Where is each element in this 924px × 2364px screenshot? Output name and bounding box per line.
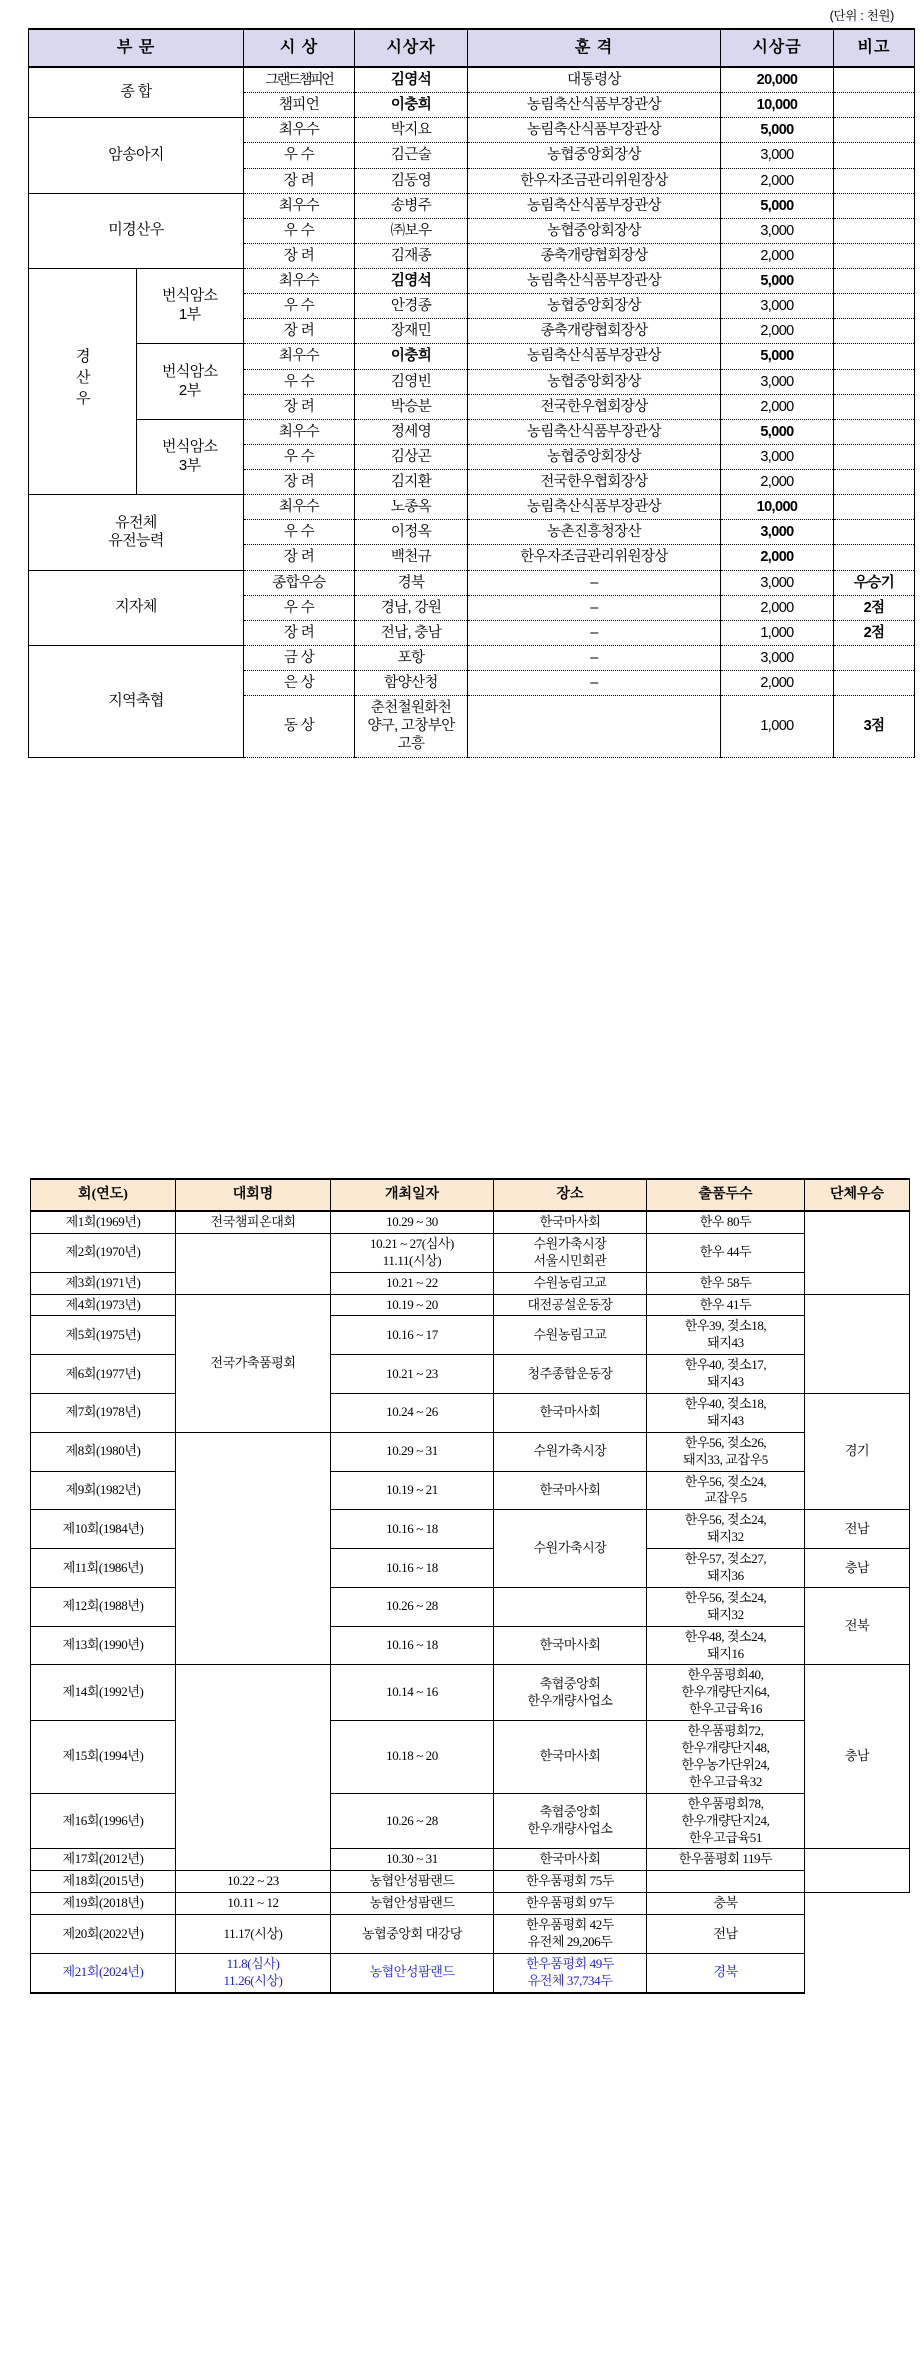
amount-cell: 2,000: [721, 243, 834, 268]
col-header-date: 개최일자: [331, 1179, 494, 1211]
table-row: [31, 1915, 910, 1954]
edition-cell: 제12회(1988년): [31, 1587, 176, 1626]
table-row: [31, 1793, 910, 1849]
date-cell: 10.11 ~ 12: [176, 1893, 331, 1915]
remarks-cell: [834, 520, 915, 545]
entries-cell: 한우 41두: [647, 1294, 805, 1316]
team-winner-cell: [805, 1211, 910, 1294]
amount-cell: 2,000: [721, 168, 834, 193]
section-label-vertical: [29, 269, 137, 495]
honor-cell: –: [468, 570, 721, 595]
remarks-cell: [834, 545, 915, 570]
winner-cell: 이정옥: [355, 520, 468, 545]
winner-cell: 춘천철원화천 양구, 고창부안 고흥: [355, 696, 468, 757]
table-row: [31, 1471, 910, 1510]
amount-cell: 5,000: [721, 269, 834, 294]
honor-cell: 농촌진흥청장산: [468, 520, 721, 545]
edition-cell: 제20회(2022년): [31, 1915, 176, 1954]
edition-cell: 제19회(2018년): [31, 1893, 176, 1915]
entries-cell: 한우39, 젖소18, 돼지43: [647, 1316, 805, 1355]
place-cell: [494, 1587, 647, 1626]
history-table: [30, 1178, 910, 1994]
date-cell: 11.17(시상): [176, 1915, 331, 1954]
winner-cell: 전남, 충남: [355, 620, 468, 645]
table-row: [29, 645, 915, 670]
event-name-cell: 전국가축품평회: [176, 1294, 331, 1432]
entries-cell: 한우품평회78, 한우개량단지24, 한우고급육51: [647, 1793, 805, 1849]
honor-cell: [468, 696, 721, 757]
date-cell: 10.19 ~ 20: [331, 1294, 494, 1316]
date-cell: 10.21 ~ 23: [331, 1355, 494, 1394]
remarks-cell: [834, 671, 915, 696]
table-row: [31, 1871, 910, 1893]
winner-cell: 김상곤: [355, 444, 468, 469]
prize-cell: 최우수: [244, 419, 355, 444]
team-winner-cell: [805, 1849, 910, 1893]
amount-cell: 2,000: [721, 595, 834, 620]
winner-cell: 김영빈: [355, 369, 468, 394]
date-cell: 10.29 ~ 30: [331, 1211, 494, 1233]
winner-cell: 노종옥: [355, 495, 468, 520]
remarks-cell: [834, 243, 915, 268]
remarks-cell: [834, 269, 915, 294]
table-header-row: [29, 29, 915, 67]
entries-cell: 한우56, 젖소26, 돼지33, 교잡우5: [647, 1432, 805, 1471]
place-cell: 한국마사회: [494, 1394, 647, 1433]
entries-cell: 한우품평회 119두: [647, 1849, 805, 1871]
place-cell: 한국마사회: [494, 1471, 647, 1510]
entries-cell: 한우48, 젖소24, 돼지16: [647, 1626, 805, 1665]
amount-cell: 3,000: [721, 143, 834, 168]
entries-cell: 한우56, 젖소24, 돼지32: [647, 1510, 805, 1549]
prize-cell: 장 려: [244, 243, 355, 268]
remarks-cell: 3점: [834, 696, 915, 757]
winner-cell: 박지요: [355, 118, 468, 143]
team-winner-cell: 경북: [647, 1953, 805, 1992]
place-cell: 농협안성팜랜드: [331, 1871, 494, 1893]
remarks-cell: [834, 344, 915, 369]
honor-cell: –: [468, 620, 721, 645]
prize-cell: 최우수: [244, 495, 355, 520]
edition-cell: 제16회(1996년): [31, 1793, 176, 1849]
edition-cell: 제8회(1980년): [31, 1432, 176, 1471]
honor-cell: 전국한우협회장상: [468, 394, 721, 419]
section-label: 종 합: [29, 67, 244, 118]
entries-cell: 한우 44두: [647, 1233, 805, 1272]
history-table-body: [31, 1211, 910, 1993]
amount-cell: 5,000: [721, 193, 834, 218]
place-cell: 수원가축시장: [494, 1510, 647, 1588]
date-cell: 10.29 ~ 31: [331, 1432, 494, 1471]
amount-cell: 3,000: [721, 520, 834, 545]
winner-cell: 김재종: [355, 243, 468, 268]
date-cell: 10.14 ~ 16: [331, 1665, 494, 1721]
honor-cell: –: [468, 595, 721, 620]
honor-cell: 전국한우협회장상: [468, 470, 721, 495]
edition-cell: 제7회(1978년): [31, 1394, 176, 1433]
table-row: [31, 1587, 910, 1626]
winner-cell: 포항: [355, 645, 468, 670]
date-cell: 10.30 ~ 31: [331, 1849, 494, 1871]
honor-cell: 농림축산식품부장관상: [468, 344, 721, 369]
amount-cell: 3,000: [721, 218, 834, 243]
honor-cell: 농협중앙회장상: [468, 369, 721, 394]
col-header-honor: 훈 격: [468, 29, 721, 67]
entries-cell: 한우품평회40, 한우개량단지64, 한우고급육16: [647, 1665, 805, 1721]
prize-cell: 장 려: [244, 470, 355, 495]
prize-cell: 종합우승: [244, 570, 355, 595]
entries-cell: 한우품평회 75두: [494, 1871, 647, 1893]
remarks-cell: [834, 444, 915, 469]
col-header-prize: 시 상: [244, 29, 355, 67]
remarks-cell: [834, 319, 915, 344]
amount-cell: 5,000: [721, 118, 834, 143]
remarks-cell: [834, 645, 915, 670]
prize-cell: 장 려: [244, 620, 355, 645]
winner-cell: ㈜보우: [355, 218, 468, 243]
edition-cell: 제9회(1982년): [31, 1471, 176, 1510]
date-cell: 10.22 ~ 23: [176, 1871, 331, 1893]
table-row: [29, 344, 915, 369]
place-cell: 한국마사회: [494, 1721, 647, 1794]
honor-cell: 농림축산식품부장관상: [468, 93, 721, 118]
amount-cell: 3,000: [721, 444, 834, 469]
event-name-cell: [176, 1432, 331, 1665]
entries-cell: 한우 58두: [647, 1272, 805, 1294]
edition-cell: 제2회(1970년): [31, 1233, 176, 1272]
date-cell: 10.16 ~ 18: [331, 1510, 494, 1549]
section-label: 지역축협: [29, 645, 244, 757]
edition-cell: 제18회(2015년): [31, 1871, 176, 1893]
table-row: [31, 1953, 910, 1992]
honor-cell: 한우자조금관리위원장상: [468, 168, 721, 193]
table-row: [31, 1233, 910, 1272]
place-cell: 한국마사회: [494, 1211, 647, 1233]
amount-cell: 10,000: [721, 495, 834, 520]
place-cell: 수원농림고교: [494, 1316, 647, 1355]
col-header-remarks: 비고: [834, 29, 915, 67]
event-name-cell: [176, 1665, 331, 1871]
table-row: [31, 1294, 910, 1316]
prize-cell: 우 수: [244, 369, 355, 394]
remarks-cell: [834, 67, 915, 93]
honor-cell: 농림축산식품부장관상: [468, 419, 721, 444]
prize-cell: 장 려: [244, 168, 355, 193]
date-cell: 10.16 ~ 18: [331, 1626, 494, 1665]
unit-note: (단위 : 천원): [829, 9, 894, 23]
amount-cell: 1,000: [721, 696, 834, 757]
prize-cell: 우 수: [244, 444, 355, 469]
winner-cell: 송병주: [355, 193, 468, 218]
remarks-cell: [834, 218, 915, 243]
edition-cell: 제4회(1973년): [31, 1294, 176, 1316]
place-cell: 한국마사회: [494, 1626, 647, 1665]
date-cell: 10.18 ~ 20: [331, 1721, 494, 1794]
winner-cell: 김영석: [355, 269, 468, 294]
history-table-head: [31, 1179, 910, 1211]
table-row: [31, 1549, 910, 1588]
remarks-cell: [834, 193, 915, 218]
subsection-label: 번식암소 3부: [136, 419, 244, 494]
team-winner-cell: 전북: [805, 1587, 910, 1665]
edition-cell: 제11회(1986년): [31, 1549, 176, 1588]
entries-cell: 한우품평회72, 한우개량단지48, 한우농가단위24, 한우고급육32: [647, 1721, 805, 1794]
table-row: [29, 419, 915, 444]
entries-cell: 한우40, 젖소17, 돼지43: [647, 1355, 805, 1394]
prize-cell: 은 상: [244, 671, 355, 696]
honor-cell: 대통령상: [468, 67, 721, 93]
honor-cell: 농협중앙회장상: [468, 444, 721, 469]
table-row: [31, 1510, 910, 1549]
place-cell: 수원가축시장: [494, 1432, 647, 1471]
honor-cell: –: [468, 671, 721, 696]
amount-cell: 3,000: [721, 645, 834, 670]
table-row: [31, 1394, 910, 1433]
prize-cell: 장 려: [244, 545, 355, 570]
honor-cell: 농협중앙회장상: [468, 143, 721, 168]
history-table-section: [30, 1178, 896, 1994]
amount-cell: 3,000: [721, 570, 834, 595]
table-row: [31, 1893, 910, 1915]
honor-cell: 농림축산식품부장관상: [468, 269, 721, 294]
prize-cell: 금 상: [244, 645, 355, 670]
col-header-amount: 시상금: [721, 29, 834, 67]
table-row: [31, 1211, 910, 1233]
table-row: [29, 269, 915, 294]
prize-cell: 최우수: [244, 269, 355, 294]
edition-cell: 제14회(1992년): [31, 1665, 176, 1721]
event-name-cell: [176, 1233, 331, 1294]
prize-cell: 우 수: [244, 218, 355, 243]
remarks-cell: [834, 369, 915, 394]
entries-cell: 한우40, 젖소18, 돼지43: [647, 1394, 805, 1433]
edition-cell: 제5회(1975년): [31, 1316, 176, 1355]
remarks-cell: [834, 143, 915, 168]
col-header-edition: 회(연도): [31, 1179, 176, 1211]
amount-cell: 2,000: [721, 671, 834, 696]
winner-cell: 백천규: [355, 545, 468, 570]
table-row: [31, 1355, 910, 1394]
edition-cell: 제17회(2012년): [31, 1849, 176, 1871]
col-header-winner: 시상자: [355, 29, 468, 67]
date-cell: 10.26 ~ 28: [331, 1587, 494, 1626]
amount-cell: 2,000: [721, 319, 834, 344]
section-label: 지자체: [29, 570, 244, 645]
team-winner-cell: 충북: [647, 1893, 805, 1915]
remarks-cell: [834, 294, 915, 319]
place-cell: 농협중앙회 대강당: [331, 1915, 494, 1954]
table-row: [31, 1721, 910, 1794]
team-winner-cell: 전남: [805, 1510, 910, 1549]
date-cell: 10.21 ~ 22: [331, 1272, 494, 1294]
winner-cell: 김동영: [355, 168, 468, 193]
table-row: [29, 570, 915, 595]
remarks-cell: [834, 93, 915, 118]
table-row: [29, 495, 915, 520]
amount-cell: 3,000: [721, 294, 834, 319]
col-header-entries: 출품두수: [647, 1179, 805, 1211]
amount-cell: 20,000: [721, 67, 834, 93]
entries-cell: 한우품평회 42두 유전체 29,206두: [494, 1915, 647, 1954]
edition-cell: 제21회(2024년): [31, 1953, 176, 1992]
entries-cell: 한우56, 젖소24, 교잡우5: [647, 1471, 805, 1510]
honor-cell: 농림축산식품부장관상: [468, 495, 721, 520]
edition-cell: 제6회(1977년): [31, 1355, 176, 1394]
remarks-cell: 우승기: [834, 570, 915, 595]
table-row: [29, 193, 915, 218]
place-cell: 수원농림고교: [494, 1272, 647, 1294]
edition-cell: 제10회(1984년): [31, 1510, 176, 1549]
prize-cell: 동 상: [244, 696, 355, 757]
remarks-cell: [834, 470, 915, 495]
table-row: [29, 67, 915, 93]
winner-cell: 경남, 강원: [355, 595, 468, 620]
edition-cell: 제15회(1994년): [31, 1721, 176, 1794]
section-label: 유전체 유전능력: [29, 495, 244, 570]
table-row: [31, 1665, 910, 1721]
prize-cell: 장 려: [244, 394, 355, 419]
entries-cell: 한우57, 젖소27, 돼지36: [647, 1549, 805, 1588]
prize-cell: 챔피언: [244, 93, 355, 118]
edition-cell: 제3회(1971년): [31, 1272, 176, 1294]
honor-cell: 종축개량협회장상: [468, 319, 721, 344]
place-cell: 축협중앙회 한우개량사업소: [494, 1793, 647, 1849]
date-cell: 10.16 ~ 17: [331, 1316, 494, 1355]
subsection-label: 번식암소 1부: [136, 269, 244, 344]
winner-cell: 함양산청: [355, 671, 468, 696]
place-cell: 한국마사회: [494, 1849, 647, 1871]
col-header-event-name: 대회명: [176, 1179, 331, 1211]
prize-cell: 최우수: [244, 193, 355, 218]
team-winner-cell: 충남: [805, 1665, 910, 1849]
edition-cell: 제1회(1969년): [31, 1211, 176, 1233]
place-cell: 수원가축시장 서울시민회관: [494, 1233, 647, 1272]
honor-cell: –: [468, 645, 721, 670]
col-header-division: 부 문: [29, 29, 244, 67]
date-cell: 10.26 ~ 28: [331, 1793, 494, 1849]
amount-cell: 10,000: [721, 93, 834, 118]
remarks-cell: [834, 118, 915, 143]
prize-cell: 우 수: [244, 520, 355, 545]
winner-cell: 김영석: [355, 67, 468, 93]
table-row: [31, 1849, 910, 1871]
amount-cell: 5,000: [721, 419, 834, 444]
table-row: [31, 1432, 910, 1471]
subsection-label: 번식암소 2부: [136, 344, 244, 419]
col-header-team-winner: 단체우승: [805, 1179, 910, 1211]
table-header-row: [31, 1179, 910, 1211]
team-winner-cell: 경기: [805, 1394, 910, 1510]
prize-cell: 우 수: [244, 595, 355, 620]
section-label: 미경산우: [29, 193, 244, 268]
remarks-cell: 2점: [834, 620, 915, 645]
remarks-cell: [834, 419, 915, 444]
amount-cell: 1,000: [721, 620, 834, 645]
table-row: [31, 1316, 910, 1355]
date-cell: 10.24 ~ 26: [331, 1394, 494, 1433]
place-cell: 청주종합운동장: [494, 1355, 647, 1394]
award-table-section: [28, 0, 896, 758]
winner-cell: 김근술: [355, 143, 468, 168]
entries-cell: 한우품평회 49두 유전체 37,734두: [494, 1953, 647, 1992]
table-row: [31, 1626, 910, 1665]
prize-cell: 최우수: [244, 118, 355, 143]
prize-cell: 장 려: [244, 319, 355, 344]
winner-cell: 김지환: [355, 470, 468, 495]
honor-cell: 종축개량협회장상: [468, 243, 721, 268]
winner-cell: 경북: [355, 570, 468, 595]
honor-cell: 한우자조금관리위원장상: [468, 545, 721, 570]
entries-cell: 한우 80두: [647, 1211, 805, 1233]
winner-cell: 박승분: [355, 394, 468, 419]
team-winner-cell: 충남: [805, 1549, 910, 1588]
col-header-place: 장소: [494, 1179, 647, 1211]
winner-cell: 안경종: [355, 294, 468, 319]
place-cell: 농협안성팜랜드: [331, 1893, 494, 1915]
award-table-head: [29, 29, 915, 67]
prize-cell: 우 수: [244, 143, 355, 168]
table-row: [29, 118, 915, 143]
event-name-cell: 전국챔피온대회: [176, 1211, 331, 1233]
winner-cell: 이충희: [355, 344, 468, 369]
team-winner-cell: 전남: [647, 1915, 805, 1954]
winner-cell: 장재민: [355, 319, 468, 344]
award-table-body: [29, 67, 915, 757]
honor-cell: 농협중앙회장상: [468, 218, 721, 243]
winner-cell: 이충희: [355, 93, 468, 118]
honor-cell: 농협중앙회장상: [468, 294, 721, 319]
date-cell: 10.16 ~ 18: [331, 1549, 494, 1588]
place-cell: 축협중앙회 한우개량사업소: [494, 1665, 647, 1721]
place-cell: 대전공설운동장: [494, 1294, 647, 1316]
remarks-cell: [834, 495, 915, 520]
remarks-cell: 2점: [834, 595, 915, 620]
place-cell: 농협안성팜랜드: [331, 1953, 494, 1992]
amount-cell: 2,000: [721, 545, 834, 570]
amount-cell: 5,000: [721, 344, 834, 369]
honor-cell: 농림축산식품부장관상: [468, 193, 721, 218]
prize-cell: 우 수: [244, 294, 355, 319]
winner-cell: 정세영: [355, 419, 468, 444]
section-label: 암송아지: [29, 118, 244, 193]
entries-cell: 한우품평회 97두: [494, 1893, 647, 1915]
date-cell: 10.21 ~ 27(심사) 11.11(시상): [331, 1233, 494, 1272]
edition-cell: 제13회(1990년): [31, 1626, 176, 1665]
prize-cell: 그랜드챔피언: [244, 67, 355, 93]
date-cell: 10.19 ~ 21: [331, 1471, 494, 1510]
section-label-text: 경산우: [73, 347, 91, 411]
prize-cell: 최우수: [244, 344, 355, 369]
amount-cell: 3,000: [721, 369, 834, 394]
remarks-cell: [834, 168, 915, 193]
remarks-cell: [834, 394, 915, 419]
award-table: [28, 28, 915, 758]
honor-cell: 농림축산식품부장관상: [468, 118, 721, 143]
entries-cell: 한우56, 젖소24, 돼지32: [647, 1587, 805, 1626]
date-cell: 11.8(심사) 11.26(시상): [176, 1953, 331, 1992]
amount-cell: 2,000: [721, 470, 834, 495]
team-winner-cell: [805, 1294, 910, 1393]
amount-cell: 2,000: [721, 394, 834, 419]
table-row: [31, 1272, 910, 1294]
